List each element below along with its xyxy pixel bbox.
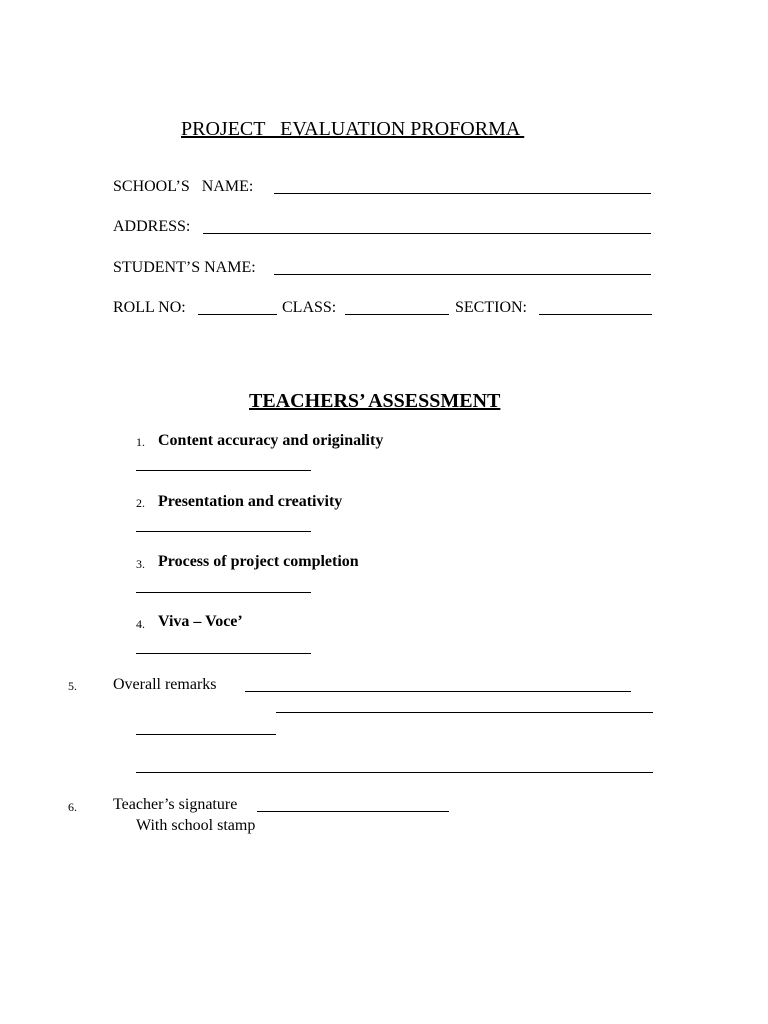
school-stamp-label: With school stamp: [136, 817, 256, 834]
school-name-label: SCHOOL’S NAME:: [113, 178, 254, 195]
remarks-number: 5.: [68, 679, 77, 693]
item-score-field[interactable]: [136, 592, 311, 593]
section-field[interactable]: [539, 314, 652, 315]
item-number: 4.: [136, 617, 145, 631]
signature-field[interactable]: [257, 811, 449, 812]
address-label: ADDRESS:: [113, 218, 191, 235]
student-name-label: STUDENT’S NAME:: [113, 259, 256, 276]
item-label-content-accuracy: Content accuracy and originality: [158, 432, 384, 449]
signature-number: 6.: [68, 800, 77, 814]
item-score-field[interactable]: [136, 653, 311, 654]
assessment-heading: TEACHERS’ ASSESSMENT: [249, 390, 501, 412]
school-name-field[interactable]: [274, 193, 651, 194]
item-number: 3.: [136, 557, 145, 571]
roll-no-label: ROLL NO:: [113, 299, 186, 316]
class-label: CLASS:: [282, 299, 337, 316]
roll-no-field[interactable]: [198, 314, 277, 315]
student-name-field[interactable]: [274, 274, 651, 275]
signature-label: Teacher’s signature: [113, 796, 238, 813]
item-number: 1.: [136, 435, 145, 449]
remarks-field-line-4[interactable]: [136, 772, 653, 773]
item-number: 2.: [136, 496, 145, 510]
section-label: SECTION:: [455, 299, 527, 316]
remarks-field-line-2[interactable]: [276, 712, 653, 713]
item-score-field[interactable]: [136, 470, 311, 471]
address-field[interactable]: [203, 233, 651, 234]
remarks-field-line-3[interactable]: [136, 734, 276, 735]
item-label-viva-voce: Viva – Voce’: [158, 613, 243, 630]
item-score-field[interactable]: [136, 531, 311, 532]
class-field[interactable]: [345, 314, 449, 315]
item-label-presentation: Presentation and creativity: [158, 493, 343, 510]
remarks-label: Overall remarks: [113, 676, 217, 693]
remarks-field-line-1[interactable]: [245, 691, 631, 692]
page-title: PROJECT EVALUATION PROFORMA: [181, 118, 525, 140]
item-label-process: Process of project completion: [158, 553, 359, 570]
